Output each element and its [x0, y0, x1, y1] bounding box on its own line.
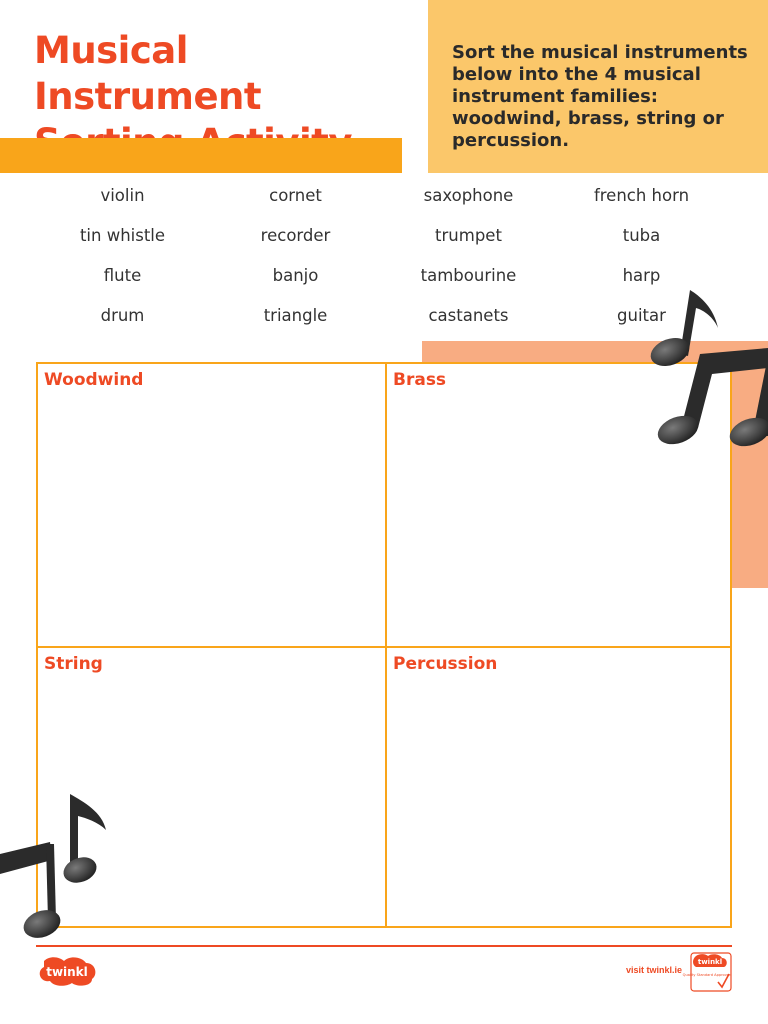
music-note-icon [648, 284, 768, 446]
grid-divider-horizontal [38, 646, 730, 648]
string-label: String [44, 654, 103, 674]
badge-title: twinkl [697, 958, 723, 966]
footer-divider [36, 945, 732, 947]
twinkl-logo-icon[interactable] [36, 955, 98, 987]
word-item: banjo [272, 266, 319, 285]
logo-text: twinkl [46, 965, 88, 979]
word-item: guitar [617, 306, 666, 325]
word-item: tuba [622, 226, 661, 245]
word-item: flute [103, 266, 142, 285]
woodwind-label: Woodwind [44, 370, 144, 390]
word-item: saxophone [423, 186, 514, 205]
word-item: cornet [269, 186, 322, 205]
word-item: trumpet [435, 226, 502, 245]
sorting-grid [36, 362, 732, 928]
quality-badge-icon [682, 952, 732, 992]
instructions-panel [428, 0, 768, 173]
woodwind-box[interactable] [38, 364, 385, 646]
instructions-text: Sort the musical instruments below into the 4 musical instrument families: woodwind, brass, string or percussion. [452, 42, 748, 151]
badge-text: Quality Standard Approved [682, 973, 732, 977]
word-row [36, 264, 729, 304]
word-item: harp [622, 266, 661, 285]
word-row [36, 184, 729, 224]
word-item: violin [100, 186, 145, 205]
word-row [36, 304, 729, 344]
word-item: drum [100, 306, 145, 325]
word-item: castanets [428, 306, 509, 325]
word-item: triangle [263, 306, 328, 325]
word-item: recorder [260, 226, 331, 245]
title-underline-bar [0, 138, 402, 173]
title-line-1: Musical Instrument [34, 29, 262, 118]
grid-divider-vertical [385, 364, 387, 926]
word-item: tin whistle [79, 226, 166, 245]
percussion-label: Percussion [393, 654, 498, 674]
word-item: french horn [593, 186, 690, 205]
word-item: tambourine [420, 266, 517, 285]
beamed-notes-icon [0, 790, 110, 945]
visit-link[interactable]: visit twinkl.ie [625, 965, 682, 975]
word-bank [36, 184, 729, 344]
word-row [36, 224, 729, 264]
brass-label: Brass [393, 370, 447, 390]
percussion-box[interactable] [387, 648, 730, 926]
